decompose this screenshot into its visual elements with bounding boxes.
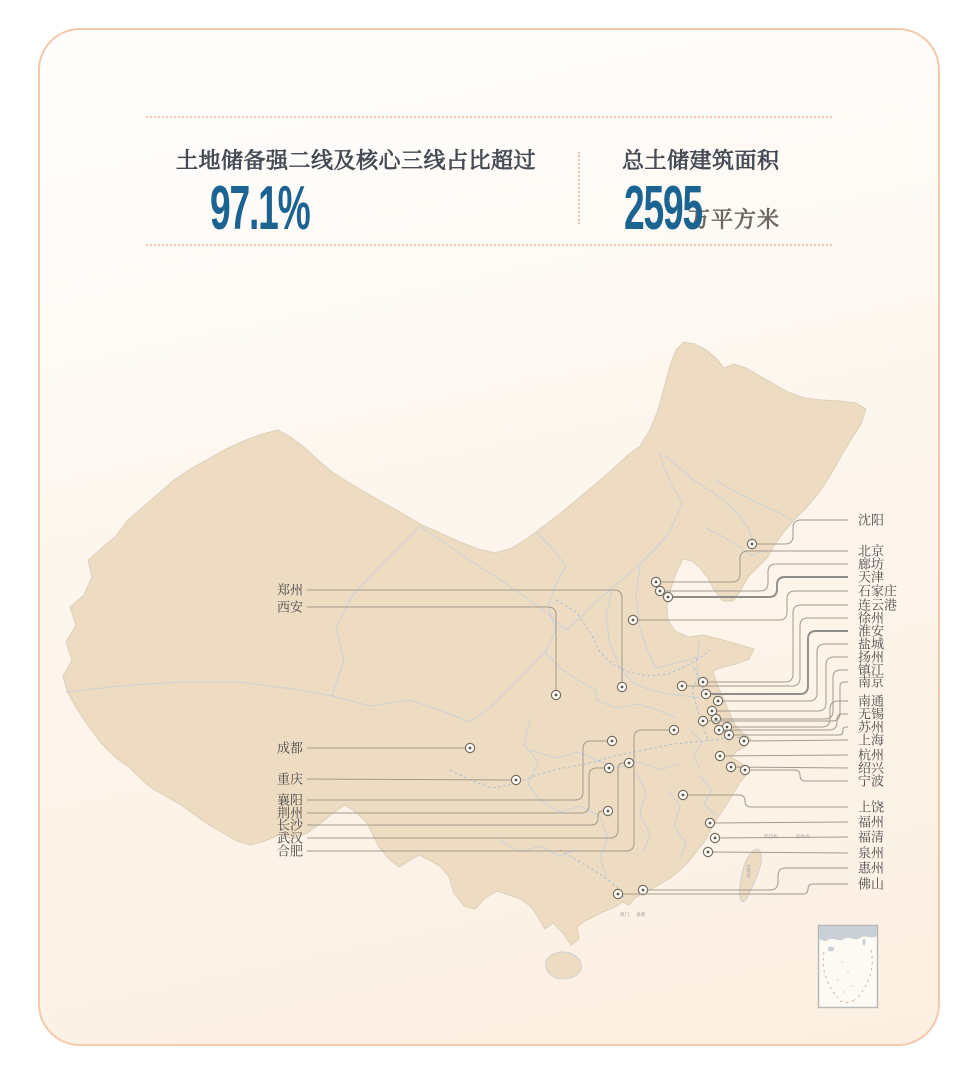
- stat2-label: 总土储建筑面积: [622, 148, 780, 173]
- hongkong-label: 香港: [636, 912, 646, 917]
- city-marker-dot: [717, 700, 720, 703]
- stat2-unit: 万平方米: [687, 207, 780, 232]
- city-label: 杭州: [858, 747, 885, 763]
- city-marker-dot: [751, 543, 754, 546]
- city-label: 西安: [276, 599, 303, 615]
- city-label: 福清: [858, 829, 885, 845]
- city-label: 上海: [858, 732, 885, 748]
- city-marker-dot: [621, 686, 624, 689]
- stat1-label: 土地储备强二线及核心三线占比超过: [175, 148, 536, 173]
- city-marker-dot: [608, 767, 611, 770]
- macau-label: 澳门: [620, 912, 630, 917]
- taiwan-label: 台湾省: [746, 864, 752, 878]
- city-label: 北京: [858, 543, 885, 559]
- city-marker-dot: [632, 619, 635, 622]
- city-connector: [727, 701, 848, 727]
- city-label: 上饶: [858, 799, 885, 815]
- city-label: 苏州: [858, 719, 885, 735]
- city-marker-dot: [702, 720, 705, 723]
- city-label: 无锡: [858, 706, 885, 722]
- stat1-number: 97.1%: [210, 174, 310, 243]
- city-marker-dot: [607, 810, 610, 813]
- city-label: 襄阳: [276, 792, 303, 808]
- hainan-island-shape: [546, 952, 582, 979]
- city-connector: [729, 727, 848, 735]
- city-connector: [745, 770, 848, 781]
- city-label: 武汉: [276, 830, 303, 846]
- city-marker-dot: [469, 747, 472, 750]
- city-marker-dot: [642, 889, 645, 892]
- city-label: 石家庄: [858, 583, 898, 599]
- city-label: 福州: [858, 814, 885, 830]
- city-marker-dot: [743, 740, 746, 743]
- city-label: 镇江: [858, 662, 885, 678]
- city-marker-dot: [714, 837, 717, 840]
- city-marker-dot: [667, 596, 670, 599]
- city-connector: [668, 577, 848, 597]
- city-connector: [710, 822, 848, 823]
- city-label: 徐州: [858, 610, 885, 626]
- city-marker-dot: [705, 693, 708, 696]
- city-marker-dot: [682, 794, 685, 797]
- city-marker-dot: [617, 893, 620, 896]
- city-connector: [708, 852, 848, 853]
- island-left-label: 彭佳屿: [764, 834, 778, 839]
- city-marker-dot: [611, 740, 614, 743]
- city-connector: [720, 755, 848, 756]
- city-marker-dot: [555, 694, 558, 697]
- city-marker-dot: [655, 581, 658, 584]
- city-marker-dot: [659, 590, 662, 593]
- city-label: 成都: [276, 740, 303, 756]
- city-label: 天津: [858, 569, 885, 585]
- city-label: 南京: [858, 674, 885, 690]
- city-marker-dot: [709, 822, 712, 825]
- city-connector: [715, 837, 848, 838]
- city-marker-dot: [726, 726, 729, 729]
- city-label: 泉州: [858, 845, 885, 861]
- city-label: 重庆: [276, 771, 303, 787]
- mainland-china-shape: [63, 342, 866, 945]
- city-marker-dot: [515, 779, 518, 782]
- city-marker-dot: [744, 769, 747, 772]
- inset-hainan: [828, 947, 834, 952]
- island-right-label: 钓鱼岛: [796, 834, 810, 839]
- inset-taiwan: [862, 939, 865, 946]
- city-marker-dot: [715, 718, 718, 721]
- city-label: 淮安: [858, 623, 885, 639]
- city-label: 连云港: [858, 597, 898, 613]
- city-marker-dot: [711, 710, 714, 713]
- city-marker-dot: [702, 681, 705, 684]
- city-label: 荆州: [276, 805, 303, 821]
- city-label: 绍兴: [858, 760, 885, 776]
- city-label: 沈阳: [858, 512, 885, 528]
- city-label: 佛山: [858, 876, 885, 892]
- city-marker-dot: [673, 729, 676, 732]
- south-china-sea-inset: [819, 926, 878, 1008]
- city-marker-dot: [730, 766, 733, 769]
- city-label: 长沙: [276, 817, 303, 833]
- city-label: 郑州: [276, 582, 303, 598]
- city-marker-dot: [707, 851, 710, 854]
- city-label: 廊坊: [858, 556, 885, 572]
- city-label: 宁波: [858, 773, 885, 789]
- city-marker-dot: [728, 734, 731, 737]
- city-marker-dot: [719, 755, 722, 758]
- city-marker-dot: [681, 685, 684, 688]
- city-connector: [744, 740, 848, 741]
- city-label: 合肥: [276, 843, 303, 859]
- city-label: 盐城: [858, 636, 885, 652]
- city-label: 惠州: [858, 860, 885, 876]
- city-marker-dot: [628, 762, 631, 765]
- city-connector: [719, 714, 848, 730]
- city-label: 扬州: [858, 649, 885, 665]
- city-label: 南通: [858, 693, 885, 709]
- stat2-number: 2595: [624, 174, 702, 243]
- city-marker-dot: [718, 729, 721, 732]
